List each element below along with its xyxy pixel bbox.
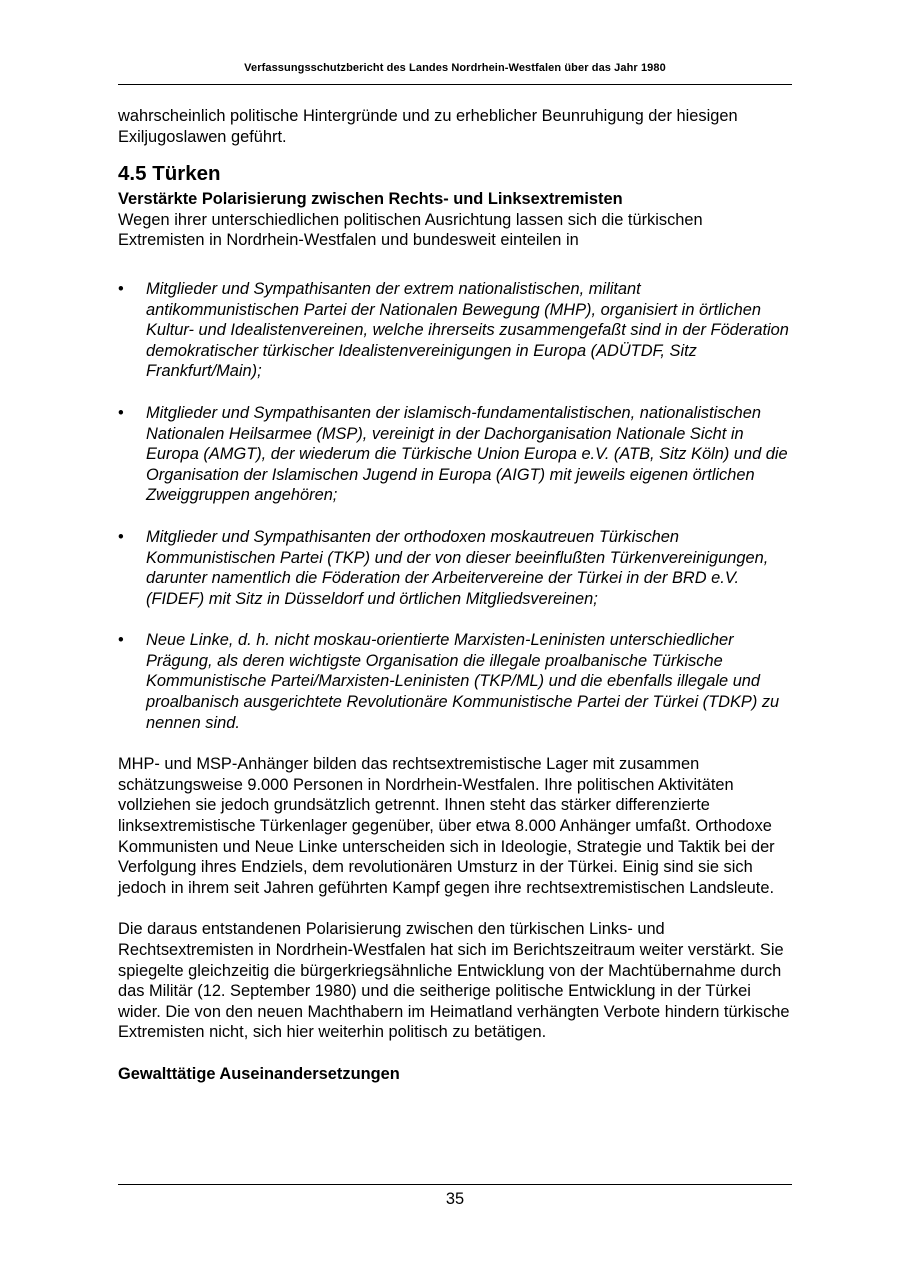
closing-heading: Gewalttätige Auseinandersetzungen (118, 1064, 400, 1083)
page-body (118, 106, 792, 1085)
bullet-icon: • (118, 279, 124, 298)
list-item-text: Mitglieder und Sympathisanten der extrem nationalistischen, militant antikommunistischen Partei der Nationalen Bewegung (MHP), organisiert in örtlichen Kultur- und Idealistenvereinen, welche ihrerseits zusammengefaßt sind in der Föderation demokratischer türkischer Idealistenvereinigungen in Europa (ADÜTDF, Sitz Frankfurt/Main); (146, 279, 789, 381)
page-number: 35 (445, 1190, 465, 1208)
running-header: Verfassungsschutzbericht des Landes Nordrhein-Westfalen über das Jahr 1980 (244, 62, 666, 74)
body-paragraph: MHP- und MSP-Anhänger bilden das rechtsextremistische Lager mit zusammen schätzungsweise 9.000 Personen in Nordrhein-Westfalen. Ihre politischen Aktivitäten vollziehen sie jedoch grundsätzlich getrennt. Ihnen steht das stärker differenzierte linksextremistische Türkenlager gegenüber, über etwa 8.000 Anhänger umfaßt. Orthodoxe Kommunisten und Neue Linke unterscheiden sich in Ideologie, Strategie und Taktik bei der Verfolgung ihres Endziels, dem revolutionären Umsturz in der Türkei. Einig sind sie sich jedoch in ihrem seit Jahren geführten Kampf gegen ihre rechtsextremistischen Landsleute. (118, 755, 775, 897)
list-item-text: Mitglieder und Sympathisanten der orthodoxen moskautreuen Türkischen Kommunistischen Partei (TKP) und der von dieser beeinflußten Türkenvereinigungen, darunter namentlich die Föderation der Arbeitervereine der Türkei in der BRD e.V. (FIDEF) mit Sitz in Düsseldorf und örtlichen Mitgliedsvereinen; (146, 527, 769, 608)
intro-paragraph: Wegen ihrer unterschiedlichen politischen Ausrichtung lassen sich die türkischen Extremisten in Nordrhein-Westfalen und bundesweit einteilen in (118, 210, 703, 250)
body-paragraph: Die daraus entstandenen Polarisierung zwischen den türkischen Links- und Rechtsextremisten in Nordrhein-Westfalen hat sich im Berichtszeitraum weiter verstärkt. Sie spiegelte gleichzeitig die bürgerkriegsähnliche Entwicklung von der Machtübernahme durch das Militär (12. September 1980) und die seitherige politische Entwicklung in der Türkei wider. Die von den neuen Machthabern im Heimatland verhängten Verbote hindern türkische Extremisten nicht, sich hier weiterhin politisch zu betätigen. (118, 920, 790, 1042)
footer-divider (118, 1184, 792, 1185)
list-item (118, 279, 792, 382)
list-item-text: Neue Linke, d. h. nicht moskau-orientierte Marxisten-Leninisten unterschiedlicher Prägung, als deren wichtigste Organisation die illegale proalbanische Türkische Kommunistische Partei/Marxisten-Leninisten (TKP/ML) und die ebenfalls illegale und proalbanisch ausgerichtete Revolutionäre Kommunistische Partei der Türkei (TDKP) zu nennen sind. (146, 631, 780, 732)
lead-paragraph: wahrscheinlich politische Hintergründe und zu erheblicher Beunruhigung der hiesigen Exiljugoslawen geführt. (118, 107, 738, 146)
header-divider (118, 84, 792, 85)
list-item (118, 403, 792, 506)
bullet-icon: • (118, 527, 124, 546)
list-item-text: Mitglieder und Sympathisanten der islamisch-fundamentalistischen, nationalistischen Nationalen Heilsarmee (MSP), vereinigt in der Dachorganisation Nationale Sicht in Europa (AMGT), der wiederum die Türkische Union Europa e.V. (ATB, Sitz Köln) und die Organisation der Islamischen Jugend in Europa (AIGT) mit jeweils eigenen örtlichen Zweiggruppen angehören; (146, 403, 788, 505)
bullet-icon: • (118, 403, 124, 422)
list-item (118, 527, 792, 609)
subheading: Verstärkte Polarisierung zwischen Rechts- und Linksextremisten (118, 190, 623, 209)
section-heading: 4.5 Türken (118, 162, 221, 186)
list-item (118, 630, 792, 733)
organization-list (118, 279, 792, 733)
bullet-icon: • (118, 631, 124, 650)
